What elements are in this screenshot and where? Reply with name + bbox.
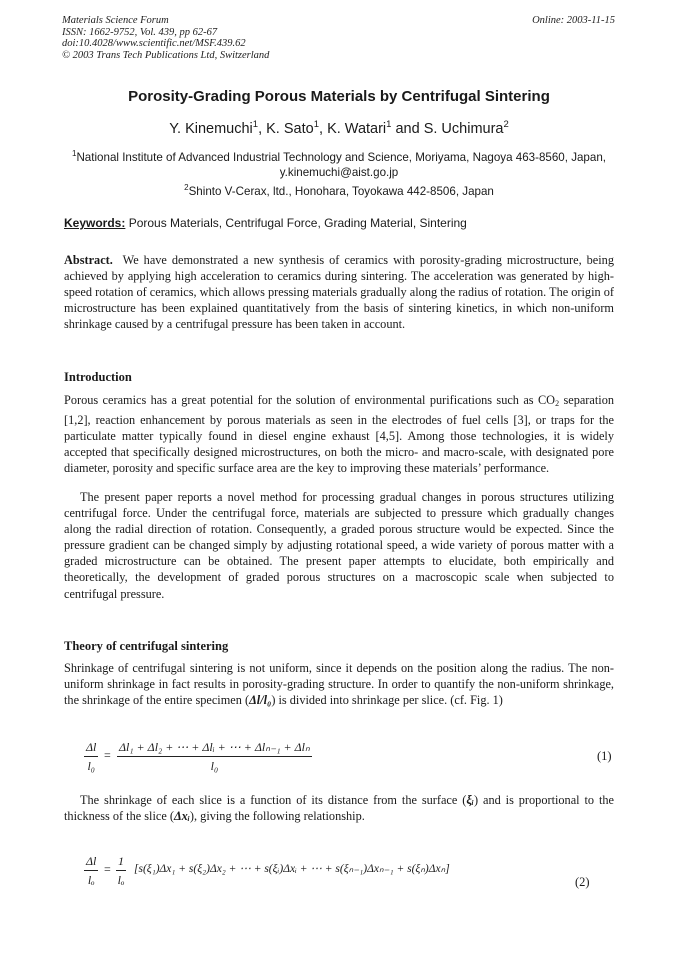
shrinkage-symbol: Δl/l₀ [249,693,272,708]
equation-1-number: (1) [597,749,612,763]
journal-doi: doi:10.4028/www.scientific.net/MSF.439.62 [62,38,246,49]
abstract-paragraph [64,252,614,332]
author-2: K. Watari$^1$ and [327,119,424,137]
journal-issn: ISSN: 1662-9752, Vol. 439, pp 62-67 [62,26,218,38]
eq2-coefficient: $\frac{1}{\text{lₒ}}$ [117,854,125,887]
eq2-lhs: $\frac{\Delta l}{\text{lₒ}}$ [86,854,97,887]
journal-name: Materials Science Forum [62,15,169,26]
equation-2-number: (2) [575,875,590,889]
journal-copyright: © 2003 Trans Tech Publications Ltd, Switzerland [62,49,270,61]
theory-paragraph-2: The shrinkage of each slice is a function of its distance from the surface (ξᵢ) and is proportional to the thickness of the slice (Δxᵢ), giving the following relationship. [64,793,614,824]
affiliation-1: $^1$National Institute of Advanced Industrial Technology and Science, Moriyama, Nagoya 463-8560, Japan, y.kinemuchi@aist.go.jp [71,149,607,179]
keywords-line [64,216,467,230]
online-date: Online: 2003-11-15 [532,15,615,26]
introduction-paragraph-2: The present paper reports a novel method for processing gradual changes in porous structures utilizing centrifugal force. Under the centrifugal force, materials are subjected to pressure which gradually changes along the radial direction of rotation. Consequently, a graded porous structure would be expected. Since the pressure gradient can be changed simply by adjusting rotational speed, a wide variety of porous matter with a graded microstructure can be obtained. The present paper attempts to elucidate, both empirically and theoretically, the development of graded porous structures on a macroscopic scale when subjected to centrifugal pressure. [64,490,614,601]
paper-page: Materials Science Forum ISSN: 1662-9752, Vol. 439, pp 62-67 doi:10.4028/www.scientific.net/MSF.439.62 © 2003 Trans Tech Publications Ltd, Switzerland Online: 2003-11-15 Porosity-Grading Porous Materials by Centrifugal Sintering Y. Kinemuchi$^1$, K. Sato$^1$, K. Watari$^1$ and S. Uchimura$^2$ $^1$National Institute of Advanced Industrial Technology and Science, Moriyama, Nagoya 463-8560, Japan, y.kinemuchi@aist.go.jp $^2$Shinto V-Cerax, ltd., Honohara, Toyokawa 442-8506, Japan Keywords: Porous Materials, Centrifugal Force, Grading Material, Sintering Abstract. We have demonstrated a new synthesis of ceramics with porosity-grading microstructure, being achieved by applying high acceleration to ceramics during sintering. The acceleration was generated by high-speed rotation of ceramics, which allows pressing materials gradually along the radius of rotation. The origin of microstructure has been explained quantitatively from the basis of sintering kinetics, in which non-uniform shrinkage caused by a centrifugal pressure has been taken in account. Introduction Porous ceramics has a great potential for the solution of environmental purifications such as $CO_2$ separation [1,2], reaction enhancement by porous materials as seen in the electrodes of fuel cells [3], or traps for the particulate matter typically found in diesel engine exhaust [4,5]. Among those technologies, it is widely accepted that specifically designed microstructures, on both the micro- and macro-scale, with designated pore diameter, porosity and specific surface area are the key to improving these materials’ performance. The present paper reports a novel method for processing gradual changes in porous structures utilizing centrifugal force. Under the centrifugal force, materials are subjected to pressure which gradually changes along the radial direction of rotation. Consequently, a graded porous structure would be expected. Since the pressure gradient can be changed simply by adjusting rotational speed, a wide variety of porous matter with a graded microstructure can be obtained. The present paper attempts to elucidate, both empirically and theoretically, the development of graded porous structures on a macroscopic scale when subjected to centrifugal pressure. Theory of centrifugal sintering Shrinkage of centrifugal sintering is not uniform, since it depends on the position along the radius. The non-uniform shrinkage in fact results in porosity-grading structure. In order to quantify the non-uniform shrinkage, the shrinkage of the entire specimen (Δl/l₀) is divided into shrinkage per slice. (cf. Fig. 1) $\frac{\Delta l}{\text{l₀}}$ = Δl₁ + Δl₂ + ⋯ + Δlᵢ + ⋯ + Δlₙ₋₁ + Δlₙ l₀ (1) The shrinkage of each slice is a function of its distance from the surface (ξᵢ) and is proportional to the thickness of the slice (Δxᵢ), giving the following relationship. $\frac{\Delta l}{\text{lₒ}}$ = $\frac{1}{\text{lₒ}}$ [s(ξ₁)Δx₁ + s(ξ₂)Δx₂ + ⋯ + s(ξᵢ)Δxᵢ + ⋯ + s(ξₙ₋₁)Δxₙ₋₁ + s(ξₙ)Δxₙ] (2) [0,0,678,959]
distance-symbol: ξᵢ [466,793,474,807]
author-3: S. Uchimura$^2$ [423,119,509,137]
author-list [0,119,678,137]
author-0: Y. Kinemuchi$^1$, [169,119,267,137]
eq1-lhs: $\frac{\Delta l}{\text{l₀}}$ [86,740,97,773]
author-1: K. Sato$^1$, [266,119,328,137]
affiliation-2: $^2$Shinto V-Cerax, ltd., Honohara, Toyokawa 442-8506, Japan [184,183,494,198]
introduction-heading: Introduction [64,370,132,384]
keywords-label: Keywords: [64,216,126,230]
theory-paragraph-1: Shrinkage of centrifugal sintering is not uniform, since it depends on the position along the radius. The non-uniform shrinkage in fact results in porosity-grading structure. In order to quantify the non-uniform shrinkage, the shrinkage of the entire specimen (Δl/l₀) is divided into shrinkage per slice. (cf. Fig. 1) [64,661,614,708]
journal-header [62,15,269,61]
keywords-text: Porous Materials, Centrifugal Force, Grading Material, Sintering [128,216,467,230]
theory-heading: Theory of centrifugal sintering [64,639,229,653]
paper-title: Porosity-Grading Porous Materials by Centrifugal Sintering [128,88,550,105]
thickness-symbol: Δxᵢ [173,809,190,824]
eq1-rhs: Δl₁ + Δl₂ + ⋯ + Δlᵢ + ⋯ + Δlₙ₋₁ + Δlₙ l₀ [119,740,310,773]
introduction-paragraph-1: Porous ceramics has a great potential for the solution of environmental purifications such as $CO_2$ separation [1,2], reaction enhancement by porous materials as seen in the electrodes of fuel cells [3], or traps for the particulate matter typically found in diesel engine exhaust [4,5]. Among those technologies, it is widely accepted that specifically designed microstructures, on both the micro- and macro-scale, with designated pore diameter, porosity and specific surface area are the key to improving these materials’ performance. [64,393,614,476]
abstract-label: Abstract. [64,253,113,267]
abstract-text: We have demonstrated a new synthesis of ceramics with porosity-grading microstructure, being achieved by applying high acceleration to ceramics during sintering. The acceleration was generated by high-speed rotation of ceramics, which allows pressing materials gradually along the radius of rotation. The origin of microstructure has been explained quantitatively from the basis of sintering kinetics, in which non-uniform shrinkage caused by a centrifugal pressure has been taken in account. [64,253,614,332]
eq2-bracket: [s(ξ₁)Δx₁ + s(ξ₂)Δx₂ + ⋯ + s(ξᵢ)Δxᵢ + ⋯ + s(ξₙ₋₁)Δxₙ₋₁ + s(ξₙ)Δxₙ] [134,863,450,875]
